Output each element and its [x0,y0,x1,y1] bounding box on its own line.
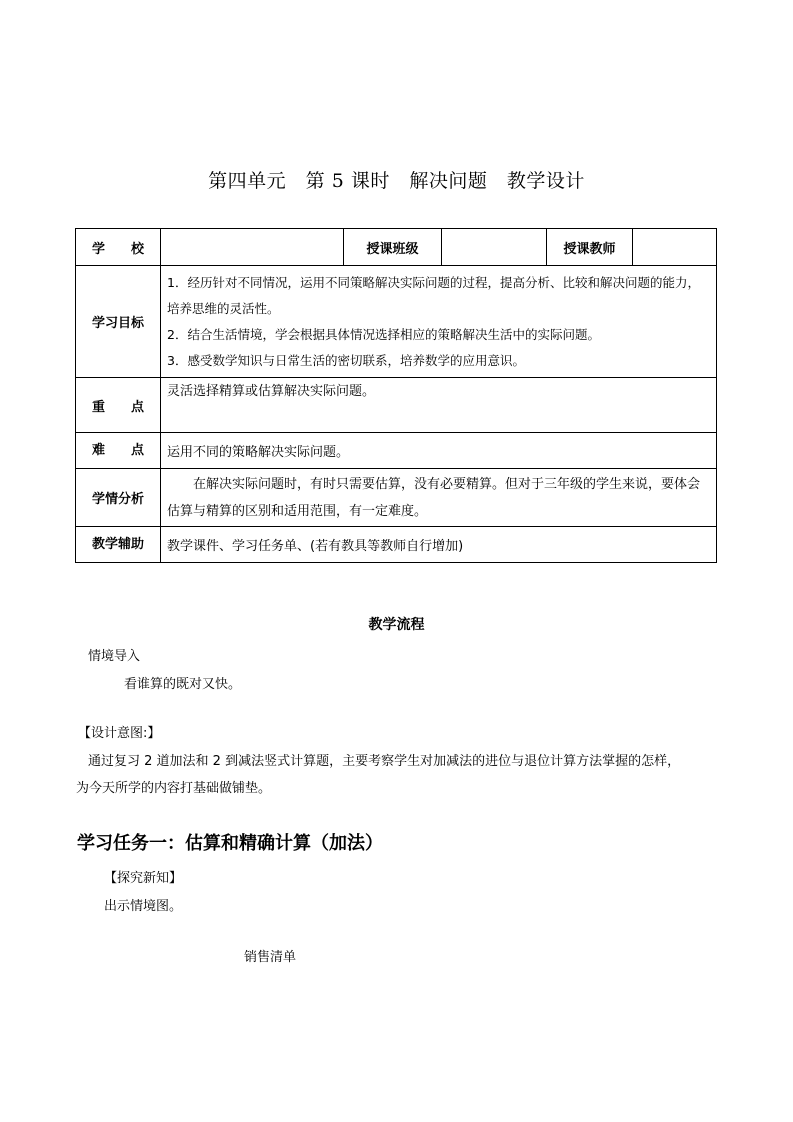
design-text-line2: 为今天所学的内容打基础做铺垫。 [76,781,272,796]
flow-title: 教学流程 [368,617,425,633]
table-row [76,378,717,433]
school-value [161,229,344,266]
design-text-line1: 通过复习 2 道加法和 2 到减法竖式计算题，主要考察学生对加减法的进位与退位计算方法掌握的怎样， [88,754,681,769]
table-row [76,527,717,563]
aids-text: 教学课件、学习任务单、(若有教具等教师自行增加) [161,527,717,563]
analysis-label: 学情分析 [76,469,161,527]
explore-heading: 【探究新知】 [104,871,183,886]
goal-item: 3．感受数学知识与日常生活的密切联系，培养数学的应用意识。 [167,352,525,368]
sales-list-label: 销售清单 [244,950,297,965]
class-label: 授课班级 [344,229,442,266]
school-label: 学 校 [76,229,161,266]
design-heading: 【设计意图:】 [78,726,161,741]
goal-item: 1．经历针对不同情况，运用不同策略解决实际问题的过程，提高分析、比较和解决问题的能力，培养思维的灵活性。 [167,274,700,316]
lesson-info-table [75,228,717,563]
difficulty-label: 难 点 [76,433,161,469]
goals-cell [161,266,717,378]
analysis-text: 在解决实际问题时，有时只需要估算，没有必要精算。但对于三年级的学生来说，要体会估算与精算的区别和适用范围，有一定难度。 [161,469,717,527]
table-row [76,266,717,378]
goal-item: 2．结合生活情境，学会根据具体情况选择相应的策略解决生活中的实际问题。 [167,326,600,342]
page-title: 第四单元 第 5 课时 解决问题 教学设计 [208,170,585,192]
intro-heading: 情境导入 [88,649,141,664]
key-label: 重 点 [76,378,161,433]
difficulty-text: 运用不同的策略解决实际问题。 [161,433,717,469]
task-heading: 学习任务一：估算和精确计算（加法） [77,833,383,854]
class-value [442,229,547,266]
table-row [76,433,717,469]
intro-text: 看谁算的既对又快。 [124,677,242,692]
explore-text: 出示情境图。 [104,899,183,914]
teacher-label: 授课教师 [547,229,633,266]
key-text: 灵活选择精算或估算解决实际问题。 [161,378,717,433]
goals-label: 学习目标 [76,266,161,378]
teacher-value [633,229,717,266]
table-row [76,229,717,266]
aids-label: 教学辅助 [76,527,161,563]
table-row [76,469,717,527]
